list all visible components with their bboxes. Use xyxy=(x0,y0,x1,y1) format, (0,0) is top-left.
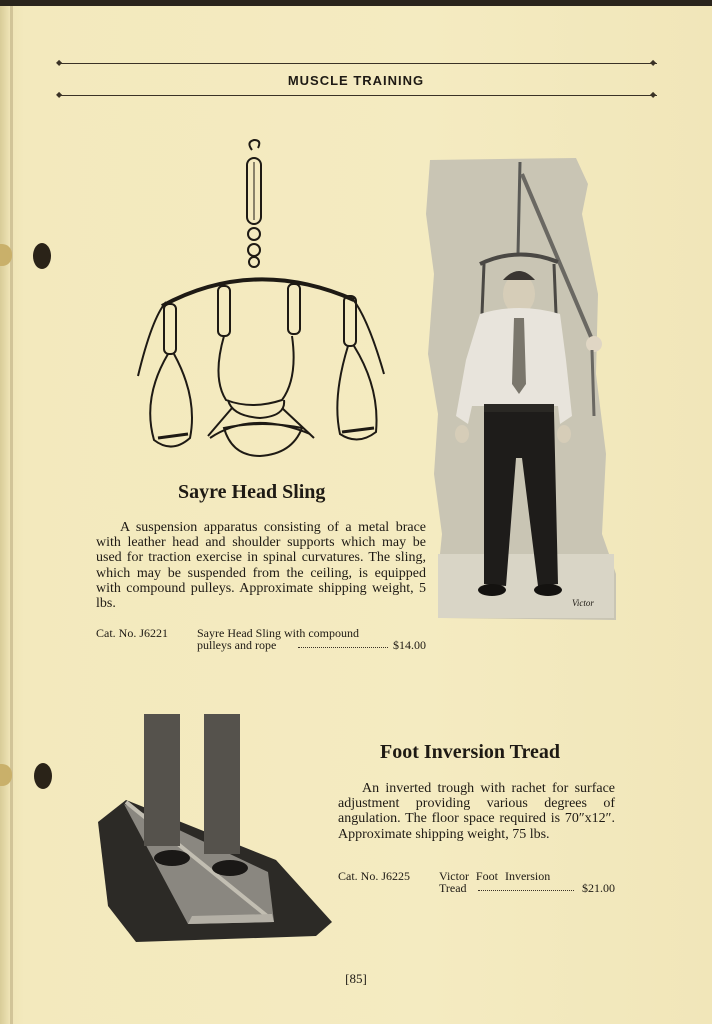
foot-inversion-tread-photo xyxy=(96,710,336,944)
running-head: MUSCLE TRAINING xyxy=(287,73,425,88)
rule-ornament: ◆ xyxy=(56,90,63,99)
leader-dots xyxy=(478,890,574,891)
sayre-sling-illustration xyxy=(132,138,388,458)
rule-ornament: ◆ xyxy=(650,90,657,99)
sayre-sling-description: A suspension apparatus consisting of a metal brace with leather head and shoulder supports which may be used for traction exercise in spinal curvatures. The sling, which may be suspended from the ceiling, is equipped with compound pulleys. Approximate shipping weight, 5 lbs. xyxy=(96,520,426,612)
punch-hole-upper xyxy=(33,243,51,269)
page-gutter xyxy=(10,6,13,1024)
catalog-price: $21.00 xyxy=(582,881,615,895)
foot-inversion-tread-description: An inverted trough with rachet for surface adjustment providing various degrees of angulation. The floor space required is 70″x12″. Approximate shipping weight, 75 lbs. xyxy=(338,781,615,842)
header-rule-top xyxy=(60,63,657,64)
leader-dots xyxy=(298,647,388,648)
sayre-sling-title: Sayre Head Sling xyxy=(178,481,326,503)
catalog-description-line2: pulleys and rope xyxy=(197,638,277,652)
catalog-page xyxy=(0,6,712,1024)
punch-hole-lower xyxy=(34,763,52,789)
catalog-price: $14.00 xyxy=(393,638,426,652)
catalog-description-line2: Tread xyxy=(439,881,467,895)
sayre-sling-photo xyxy=(426,154,616,620)
catalog-description-line1: Sayre Head Sling with compound xyxy=(197,626,359,640)
rule-ornament: ◆ xyxy=(650,58,657,67)
rule-ornament: ◆ xyxy=(56,58,63,67)
catalog-number: Cat. No. J6225 xyxy=(338,869,410,883)
catalog-description-line1: Victor Foot Inversion xyxy=(439,869,551,883)
photo-mark-label: Victor xyxy=(572,598,594,608)
catalog-number: Cat. No. J6221 xyxy=(96,626,168,640)
foot-inversion-tread-title: Foot Inversion Tread xyxy=(380,741,561,763)
page-number: [85] xyxy=(345,971,367,986)
header-rule-bottom xyxy=(60,95,657,96)
